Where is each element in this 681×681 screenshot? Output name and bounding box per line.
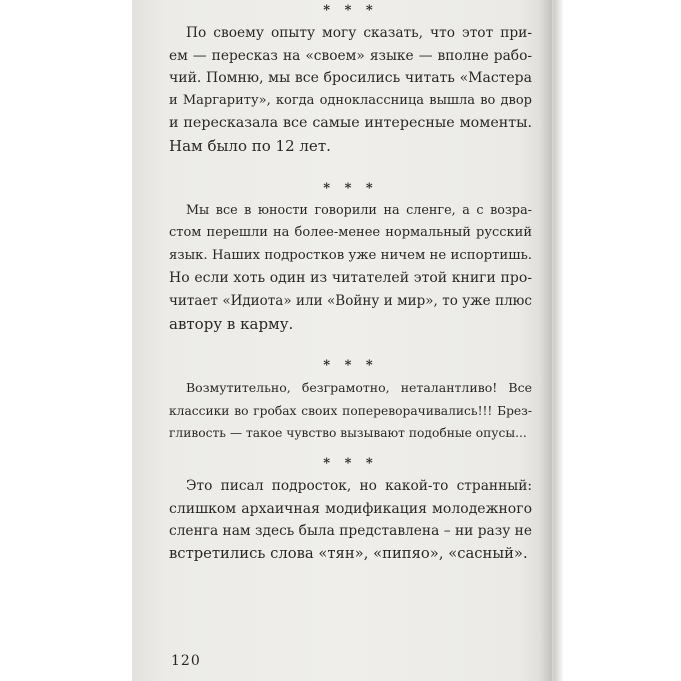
text-line: слишком архаичная модификация молодежного: [169, 500, 532, 517]
section-separator: * * *: [323, 3, 378, 18]
text-line: автору в карму.: [169, 314, 294, 333]
text-line: и Маргариту», когда одноклассница вышла во двор: [169, 92, 532, 108]
text-line: язык. Наших подростков уже ничем не испортишь.: [169, 247, 532, 263]
text-line: стом перешли на более-менее нормальный русский: [169, 225, 532, 241]
paragraph: [169, 22, 532, 158]
paragraph: [169, 377, 532, 445]
text-line: Мы все в юности говорили на сленге, а с возра-: [186, 202, 532, 218]
text-line: Нам было по 12 лет.: [169, 136, 331, 155]
text-line: встретились слова «тян», «пипяо», «сасный».: [169, 544, 528, 562]
text-line: и пересказала все самые интересные моменты.: [169, 115, 532, 132]
paragraph: [169, 200, 532, 336]
text-line: сленга нам здесь была представлена – ни разу не: [169, 523, 532, 540]
text-line: Это писал подросток, но какой-то странный:: [186, 477, 532, 494]
text-line: ем — пересказ на «своем» языке — вполне рабо-: [169, 47, 532, 64]
text-line: гливость — такое чувство вызывают подобные опусы...: [169, 426, 527, 441]
text-line: классики во гробах своих попереворачивались!!! Брез-: [169, 403, 532, 418]
text-line: Но если хоть один из читателей этой книги про-: [169, 270, 532, 287]
text-line: По своему опыту могу сказать, что этот при-: [186, 25, 532, 41]
page-gutter-shadow: [540, 0, 564, 681]
text-line: чий. Помню, мы все бросились читать «Мастера: [169, 70, 532, 87]
paragraph: [169, 475, 532, 565]
text-line: Возмутительно, безграмотно, неталантливо! Все: [186, 380, 532, 396]
page-text: [169, 0, 532, 565]
section-separator: * * *: [323, 358, 378, 374]
page-number: 120: [171, 653, 201, 669]
text-line: читает «Идиота» или «Войну и мир», то уже плюс: [169, 292, 532, 309]
section-separator: * * *: [323, 455, 378, 471]
section-separator: * * *: [323, 180, 378, 196]
